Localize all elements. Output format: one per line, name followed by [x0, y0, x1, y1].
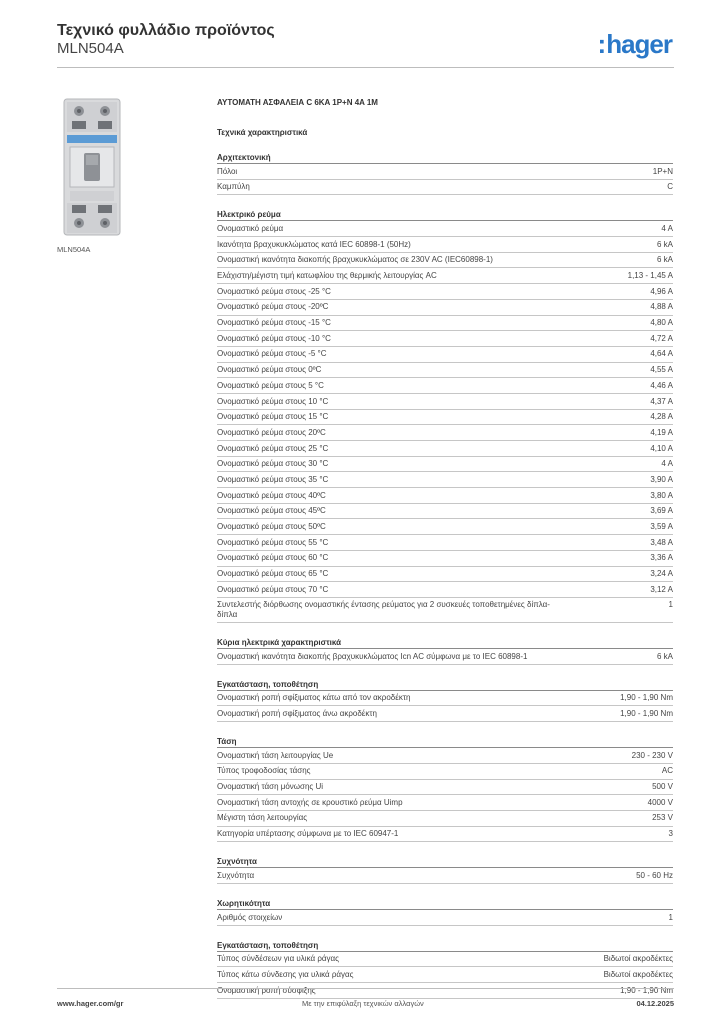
- section-title: Συχνότητα: [217, 855, 673, 868]
- spec-row: [217, 331, 673, 347]
- spec-value: 3,24 A: [650, 569, 673, 579]
- spec-label: Ονομαστικό ρεύμα στους 25 °C: [217, 443, 329, 453]
- spec-value: 3,12 A: [650, 584, 673, 594]
- spec-label: Ονομαστικό ρεύμα στους 60 °C: [217, 553, 329, 563]
- spec-row: [217, 237, 673, 253]
- spec-label: Ονομαστικό ρεύμα στους -25 °C: [217, 286, 331, 296]
- page-header: [57, 22, 674, 68]
- spec-value: 4,64 A: [650, 349, 673, 359]
- spec-label: Μέγιστη τάση λειτουργίας: [217, 813, 308, 823]
- logo-colon-icon: :: [597, 29, 606, 59]
- spec-value: 1: [668, 600, 673, 610]
- spec-row: [217, 488, 673, 504]
- spec-value: 4,19 A: [650, 427, 673, 437]
- spec-label: Τύπος τροφοδοσίας τάσης: [217, 766, 311, 776]
- spec-value: 6 kA: [656, 255, 673, 265]
- spec-value: 4,96 A: [650, 286, 673, 296]
- spec-value: C: [667, 182, 673, 192]
- document-title: Τεχνικό φυλλάδιο προϊόντος: [57, 22, 275, 39]
- spec-label: Ονομαστικό ρεύμα: [217, 223, 284, 233]
- spec-label: Ονομαστικό ρεύμα στους 70 °C: [217, 584, 329, 594]
- spec-row: [217, 472, 673, 488]
- spec-label: Συχνότητα: [217, 870, 255, 880]
- spec-section: [217, 636, 673, 665]
- spec-row: [217, 284, 673, 300]
- spec-label: Ονομαστική ροπή σφίξιματος άνω ακροδέκτη: [217, 709, 377, 719]
- spec-row: [217, 910, 673, 926]
- spec-value: 1P+N: [652, 166, 673, 176]
- spec-row: [217, 582, 673, 598]
- spec-value: 4,28 A: [650, 412, 673, 422]
- spec-value: 4,46 A: [650, 380, 673, 390]
- spec-label: Ονομαστικό ρεύμα στους 30 °C: [217, 459, 329, 469]
- spec-label: Ονομαστικό ρεύμα στους 50ºC: [217, 522, 326, 532]
- spec-value: AC: [661, 766, 673, 776]
- spec-value: 1,90 - 1,90 Nm: [620, 709, 673, 719]
- spec-value: 4000 V: [647, 797, 673, 807]
- spec-value: 3: [668, 829, 673, 839]
- spec-row: [217, 952, 673, 968]
- spec-label: Ονομαστικό ρεύμα στους -5 °C: [217, 349, 327, 359]
- spec-row: [217, 253, 673, 269]
- footer-date: 04.12.2025: [636, 999, 674, 1008]
- spec-label: Κατηγορία υπέρτασης σύμφωνα με το IEC 60947-1: [217, 829, 399, 839]
- spec-row: [217, 519, 673, 535]
- spec-label: Ικανότητα βραχυκυκλώματος κατά IEC 60898-1 (50Hz): [217, 239, 411, 249]
- spec-label: Τύπος κάτω σύνδεσης για υλικά ράγας: [217, 969, 354, 979]
- spec-value: 253 V: [652, 813, 673, 823]
- spec-row: [217, 316, 673, 332]
- spec-label: Ονομαστική τάση μόνωσης Ui: [217, 782, 324, 792]
- spec-value: 230 - 230 V: [631, 750, 673, 760]
- spec-label: Ονομαστικό ρεύμα στους 55 °C: [217, 537, 329, 547]
- spec-value: 1,90 - 1,90 Nm: [620, 693, 673, 703]
- spec-value: 4 A: [661, 223, 673, 233]
- spec-row: [217, 180, 673, 196]
- spec-row: [217, 811, 673, 827]
- section-title: Τάση: [217, 735, 673, 748]
- hager-logo: [598, 29, 672, 60]
- spec-value: 6 kA: [656, 239, 673, 249]
- spec-value: 4,55 A: [650, 365, 673, 375]
- spec-row: [217, 425, 673, 441]
- spec-row: [217, 535, 673, 551]
- spec-section: [217, 151, 673, 195]
- footer-disclaimer: Με την επιφύλαξη τεχνικών αλλαγών: [302, 999, 424, 1008]
- spec-value: 4,88 A: [650, 302, 673, 312]
- spec-row: [217, 300, 673, 316]
- spec-value: 4,80 A: [650, 318, 673, 328]
- spec-row: [217, 221, 673, 237]
- spec-value: 4,37 A: [650, 396, 673, 406]
- section-title: Χωρητικότητα: [217, 897, 673, 910]
- spec-row: [217, 764, 673, 780]
- spec-value: 6 kA: [656, 651, 673, 661]
- spec-row: [217, 441, 673, 457]
- spec-row: [217, 567, 673, 583]
- section-title: Κύρια ηλεκτρικά χαρακτηριστικά: [217, 636, 673, 649]
- spec-label: Ονομαστικό ρεύμα στους 20ºC: [217, 427, 326, 437]
- spec-label: Ονομαστική τάση λειτουργίας Ue: [217, 750, 334, 760]
- image-caption: MLN504A: [57, 245, 91, 254]
- spec-value: 3,48 A: [650, 537, 673, 547]
- spec-section: [217, 855, 673, 884]
- spec-label: Ονομαστική τάση αντοχής σε κρουστικό ρεύμα Uimp: [217, 797, 403, 807]
- spec-row: [217, 967, 673, 983]
- spec-label: Ονομαστική ροπή σφίξιματος κάτω από τον ακροδέκτη: [217, 693, 411, 703]
- page-footer: [57, 985, 674, 1014]
- spec-value: 500 V: [652, 782, 673, 792]
- spec-label: Καμπύλη: [217, 182, 250, 192]
- spec-label: Συντελεστής διόρθωσης ονομαστικής έντασης ρεύματος για 2 συσκευές τοποθετημένες δίπλα-δίπλα: [217, 600, 550, 619]
- spec-label: Τύπος σύνδέσεων για υλικά ράγας: [217, 954, 339, 964]
- spec-row: [217, 827, 673, 843]
- spec-value: 4,10 A: [650, 443, 673, 453]
- spec-value: 3,69 A: [650, 506, 673, 516]
- spec-value: 3,90 A: [650, 474, 673, 484]
- spec-label: Ονομαστικό ρεύμα στους 5 °C: [217, 380, 324, 390]
- spec-row: [217, 457, 673, 473]
- section-title: Ηλεκτρικό ρεύμα: [217, 208, 673, 221]
- spec-label: Ονομαστικό ρεύμα στους 35 °C: [217, 474, 329, 484]
- technical-characteristics-title: Τεχνικά χαρακτηριστικά: [217, 128, 308, 137]
- spec-row: [217, 164, 673, 180]
- spec-value: 1,90 - 1,90 Nm: [620, 985, 673, 995]
- spec-value: 4,72 A: [650, 333, 673, 343]
- spec-value: 50 - 60 Hz: [636, 870, 673, 880]
- spec-label: Ονομαστικό ρεύμα στους 65 °C: [217, 569, 329, 579]
- spec-value: Βιδωτοί ακροδέκτες: [603, 969, 673, 979]
- spec-label: Πόλοι: [217, 166, 238, 176]
- spec-label: Ονομαστική ροπή σύσφιξης: [217, 985, 316, 995]
- spec-row: [217, 706, 673, 722]
- spec-row: [217, 347, 673, 363]
- section-title: Εγκατάσταση, τοποθέτηση: [217, 939, 673, 952]
- spec-value: 1: [668, 912, 673, 922]
- section-title: Εγκατάσταση, τοποθέτηση: [217, 678, 673, 691]
- spec-row: [217, 410, 673, 426]
- spec-label: Ονομαστικό ρεύμα στους 0ºC: [217, 365, 322, 375]
- spec-row: [217, 780, 673, 796]
- product-title: ΑΥΤΟΜΑΤΗ ΑΣΦΑΛΕΙΑ C 6KA 1P+N 4A 1M: [217, 98, 378, 107]
- spec-section: [217, 208, 673, 623]
- spec-row: [217, 268, 673, 284]
- spec-row: [217, 795, 673, 811]
- spec-row: [217, 378, 673, 394]
- spec-sections: [217, 151, 673, 999]
- section-title: Αρχιτεκτονική: [217, 151, 673, 164]
- spec-section: [217, 678, 673, 722]
- spec-label: Ονομαστικό ρεύμα στους 15 °C: [217, 412, 329, 422]
- logo-text: hager: [606, 29, 672, 59]
- spec-row: [217, 691, 673, 707]
- spec-row: [217, 394, 673, 410]
- spec-value: 3,36 A: [650, 553, 673, 563]
- spec-value: Βιδωτοί ακροδέκτες: [603, 954, 673, 964]
- spec-section: [217, 735, 673, 842]
- spec-value: 4 A: [661, 459, 673, 469]
- spec-label: Ονομαστική ικανότητα διακοπής βραχυκυκλώματος Icn AC σύμφωνα με το IEC 60898-1: [217, 651, 528, 661]
- spec-value: 3,80 A: [650, 490, 673, 500]
- circuit-breaker-image: [62, 97, 122, 237]
- spec-label: Ονομαστικό ρεύμα στους 10 °C: [217, 396, 329, 406]
- spec-label: Ονομαστικό ρεύμα στους -15 °C: [217, 318, 331, 328]
- spec-label: Ελάχιστη/μέγιστη τιμή κατωφλίου της θερμικής λειτουργίας AC: [217, 271, 437, 281]
- spec-row: [217, 504, 673, 520]
- spec-row: [217, 551, 673, 567]
- footer-website: www.hager.com/gr: [57, 999, 124, 1008]
- spec-row: [217, 598, 673, 623]
- spec-label: Ονομαστικό ρεύμα στους -20ºC: [217, 302, 329, 312]
- spec-label: Ονομαστικό ρεύμα στους 45ºC: [217, 506, 326, 516]
- spec-content: [217, 97, 673, 999]
- product-code: MLN504A: [57, 40, 124, 57]
- spec-label: Αριθμός στοιχείων: [217, 912, 283, 922]
- spec-row: [217, 868, 673, 884]
- spec-value: 3,59 A: [650, 522, 673, 532]
- spec-section: [217, 897, 673, 926]
- spec-label: Ονομαστική ικανότητα διακοπής βραχυκυκλώματος σε 230V AC (IEC60898-1): [217, 255, 493, 265]
- spec-value: 1,13 - 1,45 A: [627, 271, 673, 281]
- spec-row: [217, 363, 673, 379]
- spec-row: [217, 649, 673, 665]
- spec-label: Ονομαστικό ρεύμα στους 40ºC: [217, 490, 326, 500]
- spec-row: [217, 748, 673, 764]
- spec-label: Ονομαστικό ρεύμα στους -10 °C: [217, 333, 331, 343]
